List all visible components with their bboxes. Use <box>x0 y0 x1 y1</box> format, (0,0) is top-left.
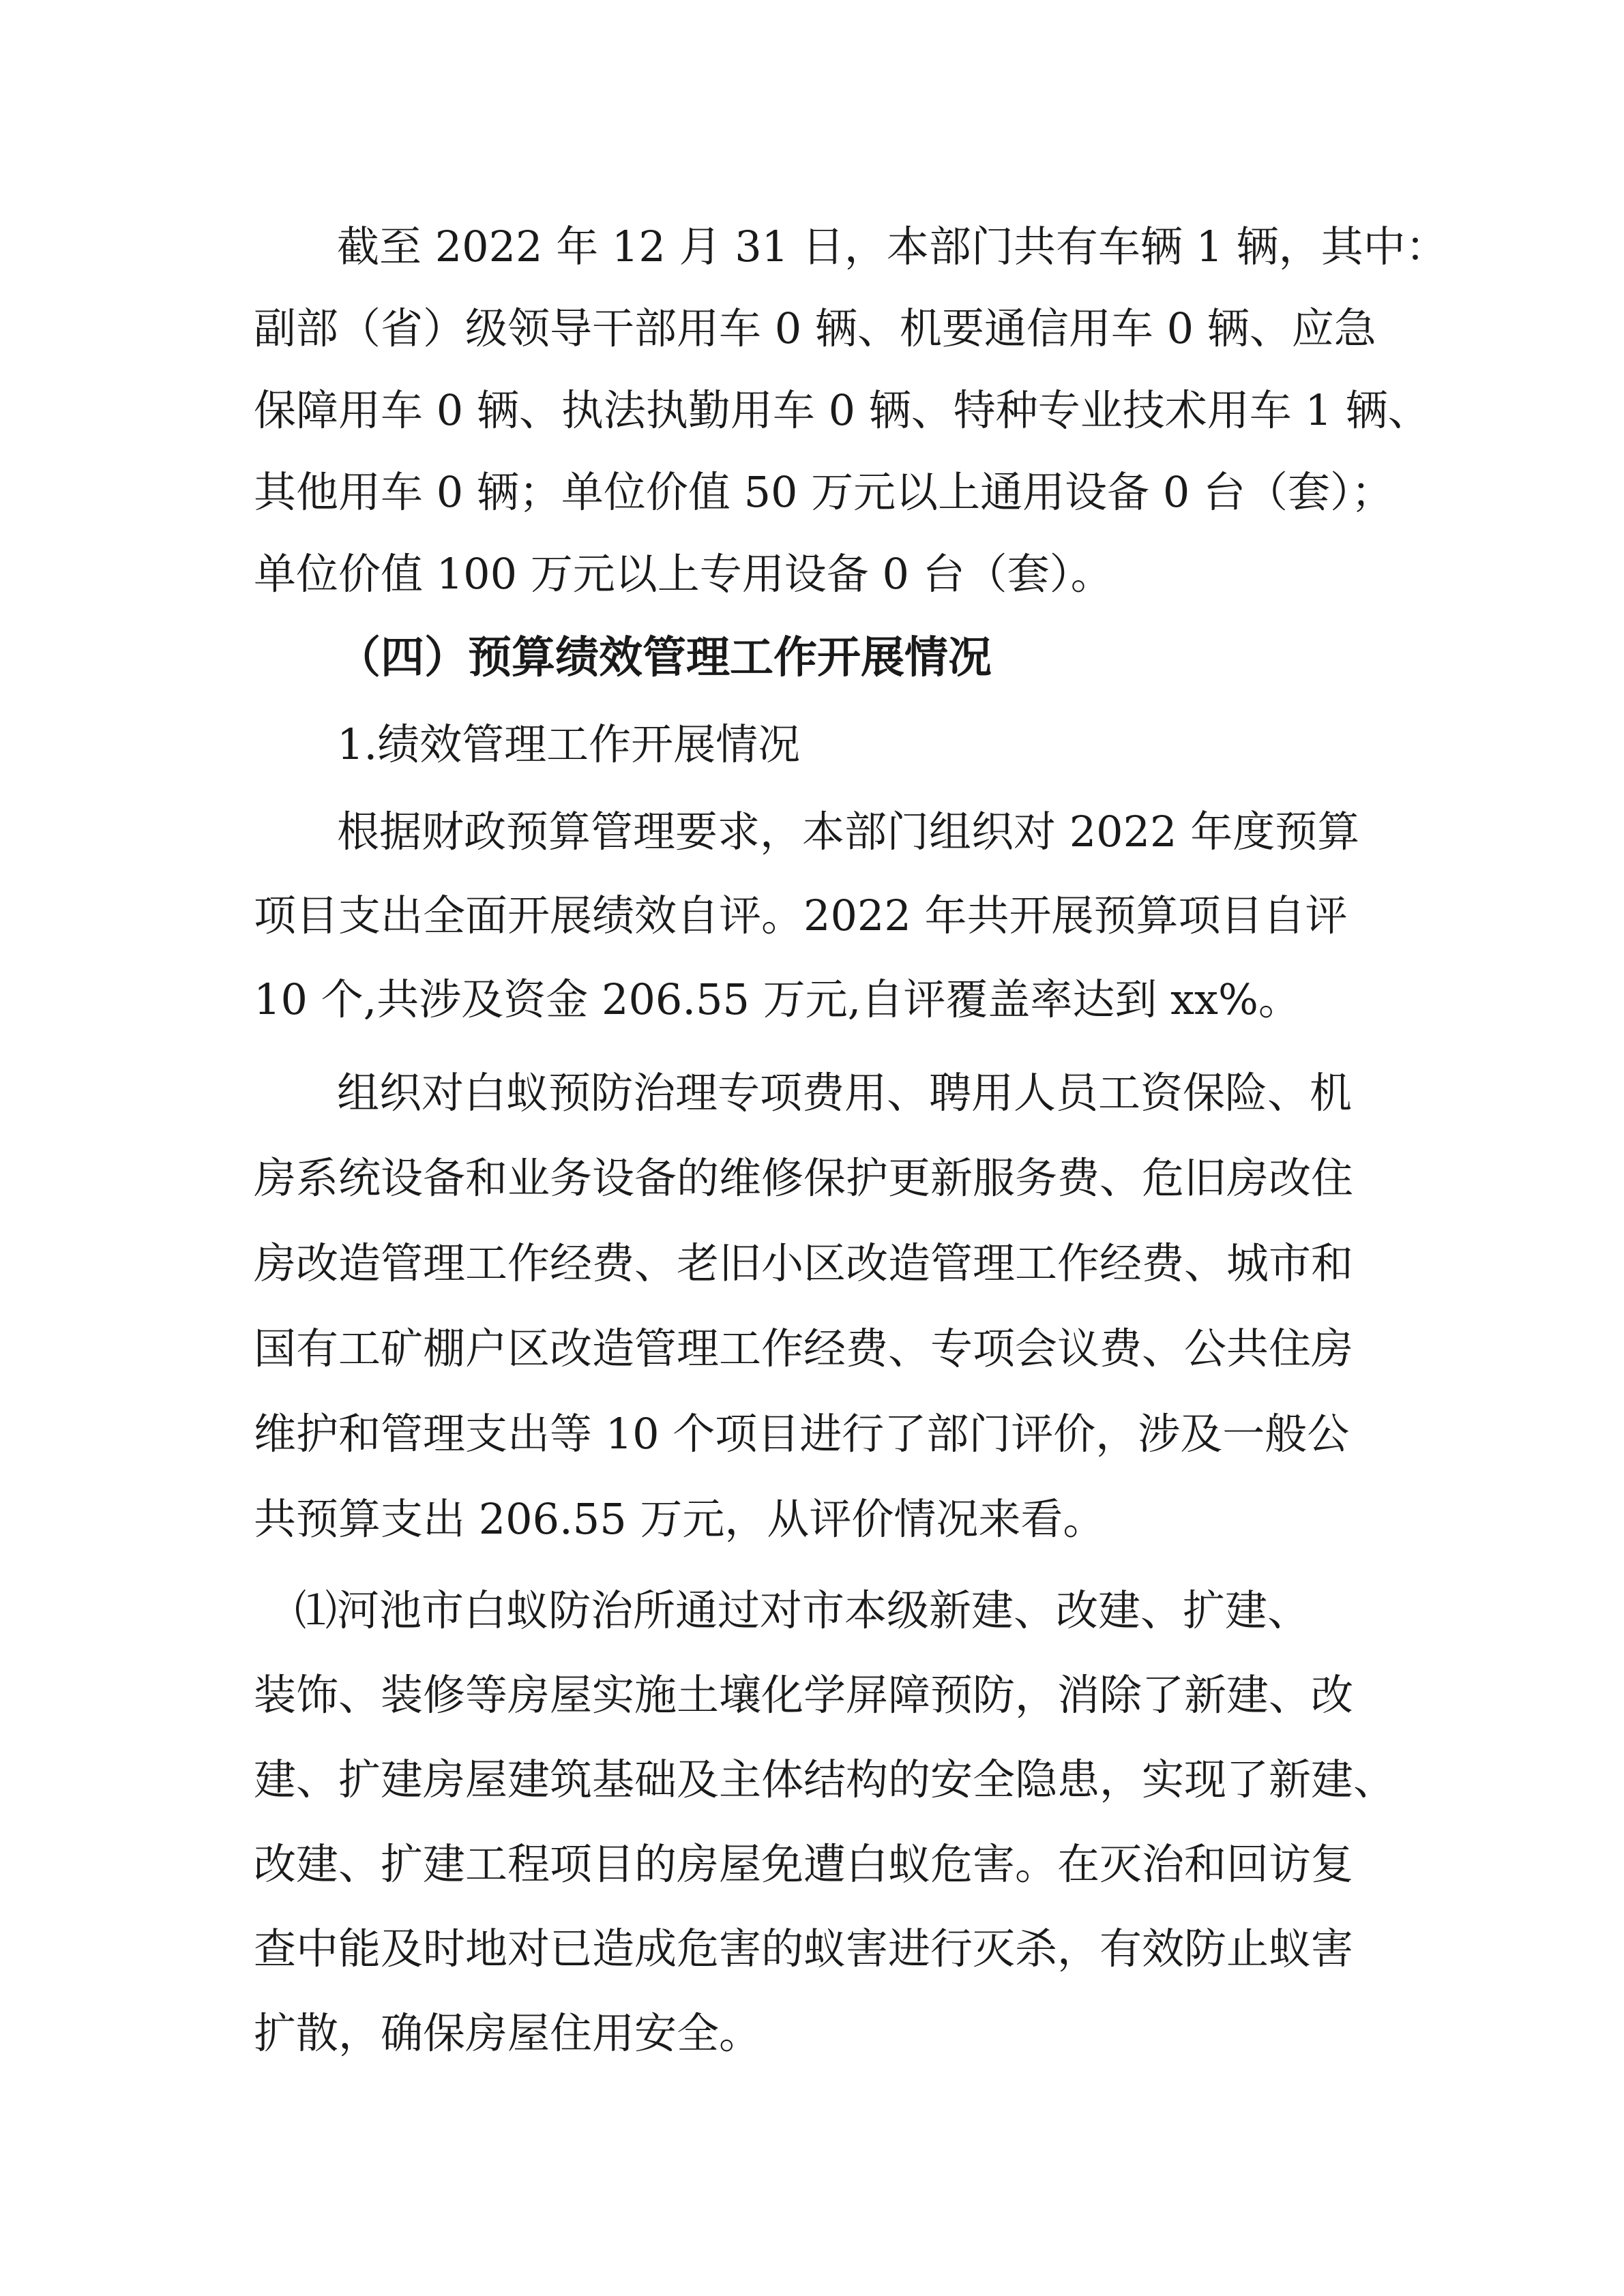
paragraph-vehicles-line-2: 副部（省）级领导干部用车 0 辆、机要通信用车 0 辆、应急 <box>254 303 1376 353</box>
section-heading: （四）预算绩效管理工作开展情况 <box>337 633 992 683</box>
paragraph-vehicles-line-5: 单位价值 100 万元以上专用设备 0 台（套）。 <box>254 549 1113 599</box>
paragraph-selfeval-line-1: 根据财政预算管理要求，本部门组织对 2022 年度预算 <box>337 807 1360 856</box>
subsection-heading: 1.绩效管理工作开展情况 <box>337 719 801 769</box>
paragraph-projects-line-6: 共预算支出 206.55 万元，从评价情况来看。 <box>254 1494 1106 1544</box>
paragraph-projects-line-4: 国有工矿棚户区改造管理工作经费、专项会议费、公共住房 <box>254 1324 1354 1373</box>
paragraph-termite-line-4: 改建、扩建工程项目的房屋免遭白蚁危害。在灭治和回访复 <box>254 1839 1354 1889</box>
paragraph-termite-line-1: ⑴河池市白蚁防治所通过对市本级新建、改建、扩建、 <box>295 1585 1310 1635</box>
paragraph-vehicles-line-3: 保障用车 0 辆、执法执勤用车 0 辆、特种专业技术用车 1 辆、 <box>254 385 1430 435</box>
paragraph-projects-line-1: 组织对白蚁预防治理专项费用、聘用人员工资保险、机 <box>337 1068 1353 1118</box>
paragraph-projects-line-3: 房改造管理工作经费、老旧小区改造管理工作经费、城市和 <box>254 1238 1354 1288</box>
paragraph-projects-line-2: 房系统设备和业务设备的维修保护更新服务费、危旧房改住 <box>254 1153 1354 1203</box>
paragraph-termite-line-3: 建、扩建房屋建筑基础及主体结构的安全隐患，实现了新建、 <box>254 1755 1396 1804</box>
paragraph-vehicles-line-4: 其他用车 0 辆；单位价值 50 万元以上通用设备 0 台（套）； <box>254 467 1394 517</box>
paragraph-selfeval-line-3: 10 个,共涉及资金 206.55 万元,自评覆盖率达到 xx%。 <box>254 974 1301 1024</box>
paragraph-termite-line-5: 查中能及时地对已造成危害的蚁害进行灭杀，有效防止蚁害 <box>254 1924 1354 1973</box>
paragraph-projects-line-5: 维护和管理支出等 10 个项目进行了部门评价，涉及一般公 <box>254 1409 1350 1459</box>
paragraph-vehicles-line-1: 截至 2022 年 12 月 31 日，本部门共有车辆 1 辆，其中： <box>337 222 1448 271</box>
paragraph-termite-line-2: 装饰、装修等房屋实施土壤化学屏障预防，消除了新建、改 <box>254 1670 1354 1720</box>
paragraph-termite-line-6: 扩散，确保房屋住用安全。 <box>254 2008 762 2058</box>
paragraph-selfeval-line-2: 项目支出全面开展绩效自评。2022 年共开展预算项目自评 <box>254 891 1348 940</box>
